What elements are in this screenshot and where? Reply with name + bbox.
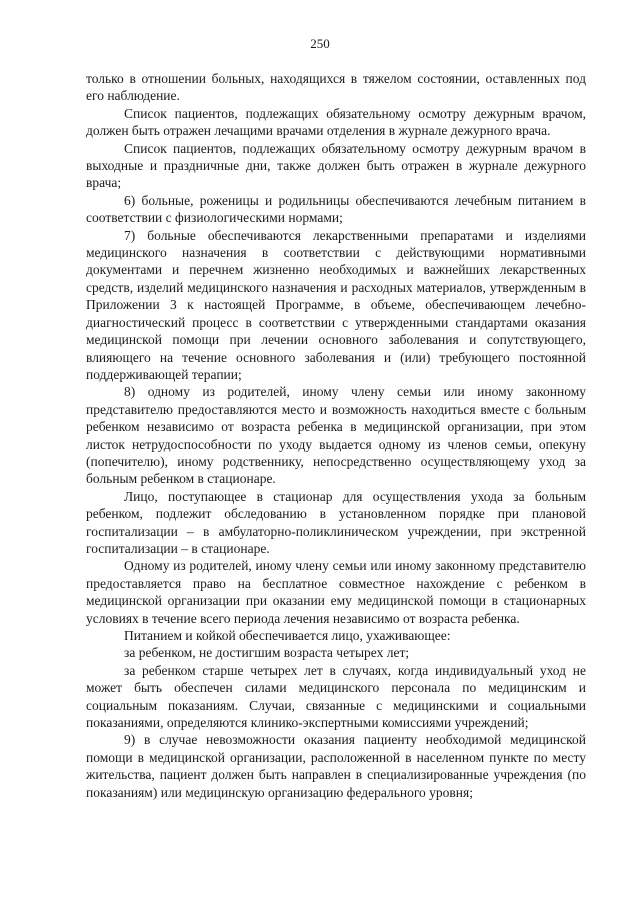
paragraph: 6) больные, роженицы и родильницы обеспечиваются лечебным питанием в соответствии с физиологическими нормами; (86, 192, 586, 226)
paragraph: 7) больные обеспечиваются лекарственными препаратами и изделиями медицинского назначения в соответствии с действующими нормативными документами и перечнем жизненно необходимых и важнейших лекарственных средств, изделий медицинского назначения и расходных материалов, утвержденным в Приложении 3 к настоящей Программе, в объеме, обеспечивающем лечебно-диагностический процесс в соответствии с утвержденными стандартами оказания медицинской помощи при лечении основного заболевания и сопутствующего, влияющего на течение основного заболевания и (или) требующего постоянной поддерживающей терапии; (86, 227, 586, 382)
paragraph: Список пациентов, подлежащих обязательному осмотру дежурным врачом в выходные и праздничные дни, также должен быть отражен в журнале дежурного врача; (86, 140, 586, 191)
paragraph: Лицо, поступающее в стационар для осуществления ухода за больным ребенком, подлежит обследованию в установленном порядке при плановой госпитализации – в амбулаторно-поликлиническом учреждении, при экстренной госпитализации – в стационаре. (86, 488, 586, 556)
paragraph: Список пациентов, подлежащих обязательному осмотру дежурным врачом, должен быть отражен лечащими врачами отделения в журнале дежурного врача. (86, 105, 586, 139)
paragraph: Одному из родителей, иному члену семьи или иному законному представителю предоставляется право на бесплатное совместное нахождение с ребенком в медицинской организации при оказании ему медицинской помощи в стационарных условиях в течение всего периода лечения независимо от возраста ребенка. (86, 558, 586, 626)
paragraph: 8) одному из родителей, иному члену семьи или иному законному представителю предоставляются место и возможность находиться вместе с больным ребенком независимо от возраста ребенка в медицинской организации, при этом листок нетрудоспособности по уходу выдается одному из членов семьи, опекуну (попечителю), иному родственнику, непосредственно осуществляющему уход за больным ребенком в стационаре. (86, 384, 586, 487)
paragraph: за ребенком, не достигшим возраста четырех лет; (124, 645, 410, 661)
page-number: 250 (310, 36, 330, 51)
paragraph: 9) в случае невозможности оказания пациенту необходимой медицинской помощи в медицинской организации, расположенной в населенном пункте по месту жительства, пациент должен быть направлен в специализированные учреждения (по показаниям) или медицинскую организацию федерального уровня; (86, 732, 586, 800)
paragraph: за ребенком старше четырех лет в случаях, когда индивидуальный уход не может быть обеспечен силами медицинского персонала по медицинским и социальным показаниям. Случаи, связанные с медицинскими и социальными показаниями, определяются клинико-экспертными комиссиями учреждений; (86, 662, 586, 731)
paragraph: Питанием и койкой обеспечивается лицо, ухаживающее: (124, 628, 451, 643)
paragraph: только в отношении больных, находящихся в тяжелом состоянии, оставленных под его наблюдение. (86, 71, 586, 104)
document-body (86, 70, 586, 801)
